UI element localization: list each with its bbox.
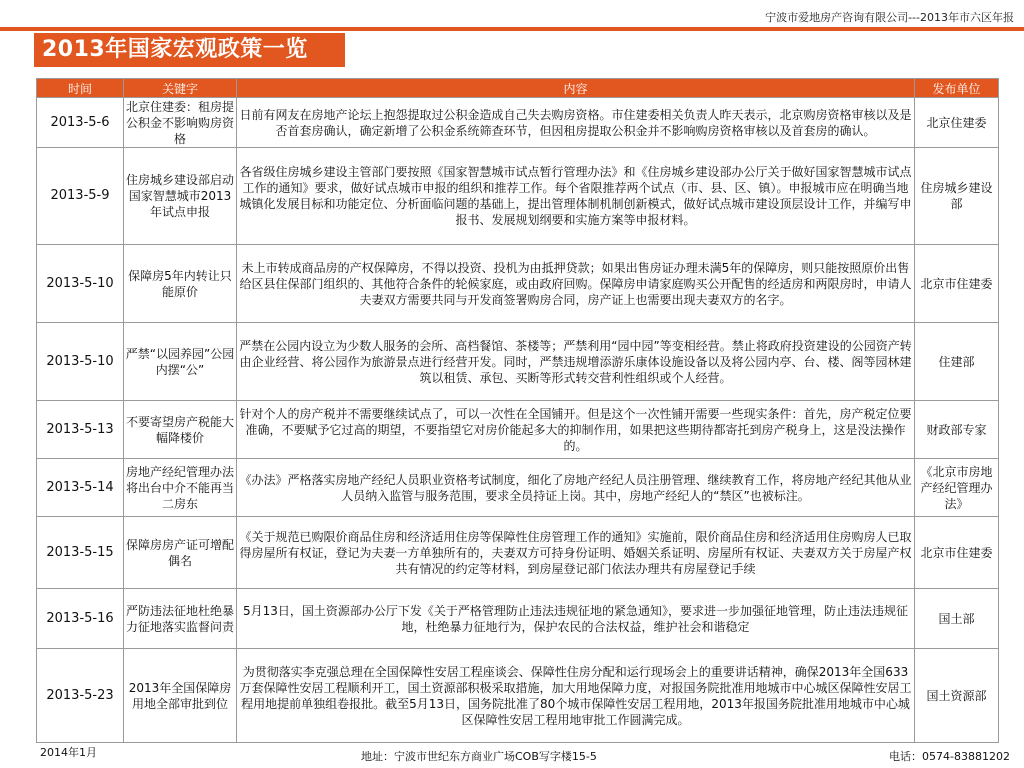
row-content: 《办法》严格落实房地产经纪人员职业资格考试制度，细化了房地产经纪人员注册管理、继续教育工作，将房地产经纪其他从业人员纳入监管与服务范围，要求全员持证上岗。其中，房地产经纪人的“禁区”也被标注。 [237, 459, 915, 517]
page-title: 2013年国家宏观政策一览 [34, 33, 345, 67]
row-content: 《关于规范已购限价商品住房和经济适用住房等保障性住房管理工作的通知》实施前，限价商品住房和经济适用住房购房人已取得房屋所有权证，登记为夫妻一方单独所有的，夫妻双方可持身份证明、婚姻关系证明、房屋所有权证、夫妻双方关于房屋产权共有情况的约定等材料，到房屋登记部门依法办理共有房屋登记手续 [237, 517, 915, 589]
table-header-row [37, 79, 999, 98]
row-publisher: 《北京市房地产经纪管理办法》 [915, 459, 999, 517]
row-publisher: 财政部专家 [915, 401, 999, 459]
row-content: 严禁在公园内设立为少数人服务的会所、高档餐馆、茶楼等；严禁利用“园中园”等变相经营。禁止将政府投资建设的公园资产转由企业经营、将公园作为旅游景点进行经营开发。同时，严禁违规增添游乐康体设施设备以及将公园内亭、台、楼、阁等园林建筑以租赁、承包、买断等形式转交营利性组织或个人经营。 [237, 323, 915, 401]
header-rule [0, 27, 1024, 31]
row-publisher: 北京市住建委 [915, 517, 999, 589]
row-keyword: 保障房房产证可增配偶名 [124, 517, 237, 589]
table-row [37, 148, 999, 245]
footer-date: 2014年1月 [40, 746, 97, 759]
row-keyword: 严防违法征地杜绝暴力征地落实监督问责 [124, 589, 237, 649]
table-row [37, 323, 999, 401]
footer-address: 地址：宁波市世纪东方商业广场COB写字楼15-5 [361, 750, 597, 763]
row-keyword: 2013年全国保障房用地全部审批到位 [124, 649, 237, 743]
column-header-keyword: 关键字 [124, 79, 237, 98]
row-date: 2013-5-13 [37, 401, 124, 459]
row-keyword: 北京住建委：租房提公积金不影响购房资格 [124, 98, 237, 148]
table-row [37, 98, 999, 148]
row-date: 2013-5-23 [37, 649, 124, 743]
row-content: 5月13日，国土资源部办公厅下发《关于严格管理防止违法违规征地的紧急通知》，要求进一步加强征地管理，防止违法违规征地，杜绝暴力征地行为，保护农民的合法权益，维护社会和谐稳定 [237, 589, 915, 649]
row-keyword: 严禁“以园养园”公园内摆“公” [124, 323, 237, 401]
table-row [37, 401, 999, 459]
footer-phone: 电话：0574-83881202 [889, 750, 1010, 763]
policy-table [36, 78, 999, 743]
table-row [37, 589, 999, 649]
row-publisher: 北京住建委 [915, 98, 999, 148]
row-publisher: 住房城乡建设部 [915, 148, 999, 245]
row-keyword: 不要寄望房产税能大幅降楼价 [124, 401, 237, 459]
row-content: 针对个人的房产税并不需要继续试点了，可以一次性在全国铺开。但是这个一次性铺开需要一些现实条件：首先，房产税定位要准确，不要赋予它过高的期望，不要指望它对房价能起多大的抑制作用，如果把这些期待都寄托到房产税身上，这是没法操作的。 [237, 401, 915, 459]
row-content: 各省级住房城乡建设主管部门要按照《国家智慧城市试点暂行管理办法》和《住房城乡建设部办公厅关于做好国家智慧城市试点工作的通知》要求，做好试点城市申报的组织和推荐工作。每个省限推荐两个试点（市、县、区、镇）。申报城市应在明确当地城镇化发展目标和功能定位、分析面临问题的基础上，提出管理体制机制创新模式，做好试点城市建设顶层设计工作，并编写申报书、发展规划纲要和实施方案等申报材料。 [237, 148, 915, 245]
column-header-publisher: 发布单位 [915, 79, 999, 98]
column-header-content: 内容 [237, 79, 915, 98]
row-date: 2013-5-15 [37, 517, 124, 589]
row-content: 为贯彻落实李克强总理在全国保障性安居工程座谈会、保障性住房分配和运行现场会上的重要讲话精神，确保2013年全国633万套保障性安居工程顺利开工，国土资源部积极采取措施，加大用地保障力度，对报国务院批准用地城市中心城区保障性安居工程用地提前单独组卷报批。截至5月13日，国务院批准了80个城市保障性安居工程用地，2013年报国务院批准用地城市中心城区保障性安居工程用地审批工作圆满完成。 [237, 649, 915, 743]
row-date: 2013-5-9 [37, 148, 124, 245]
table-row [37, 517, 999, 589]
column-header-date: 时间 [37, 79, 124, 98]
row-publisher: 国土部 [915, 589, 999, 649]
row-content: 日前有网友在房地产论坛上抱怨提取过公积金造成自己失去购房资格。市住建委相关负责人昨天表示，北京购房资格审核以及是否首套房确认，确定新增了公积金系统筛查环节，但因租房提取公积金并不影响购房资格审核以及首套房的确认。 [237, 98, 915, 148]
table-row [37, 459, 999, 517]
row-publisher: 住建部 [915, 323, 999, 401]
row-date: 2013-5-14 [37, 459, 124, 517]
table-row [37, 649, 999, 743]
row-publisher: 北京市住建委 [915, 245, 999, 323]
row-date: 2013-5-10 [37, 323, 124, 401]
table-row [37, 245, 999, 323]
row-date: 2013-5-6 [37, 98, 124, 148]
row-keyword: 住房城乡建设部启动国家智慧城市2013年试点申报 [124, 148, 237, 245]
row-publisher: 国土资源部 [915, 649, 999, 743]
row-content: 未上市转成商品房的产权保障房，不得以投资、投机为由抵押贷款；如果出售房证办理未满5年的保障房，则只能按照原价出售给区县住保部门组织的、其他符合条件的轮候家庭，或由政府回购。保障房申请家庭购买公开配售的经适房和两限房时，申请人夫妻双方需要共同与开发商签署购房合同，房产证上也需要出现夫妻双方的名字。 [237, 245, 915, 323]
row-date: 2013-5-10 [37, 245, 124, 323]
report-caption: 宁波市爱地房产咨询有限公司---2013年市六区年报 [765, 11, 1014, 24]
row-keyword: 房地产经纪管理办法将出台中介不能再当二房东 [124, 459, 237, 517]
policy-table-container [36, 78, 998, 740]
row-date: 2013-5-16 [37, 589, 124, 649]
row-keyword: 保障房5年内转让只能原价 [124, 245, 237, 323]
